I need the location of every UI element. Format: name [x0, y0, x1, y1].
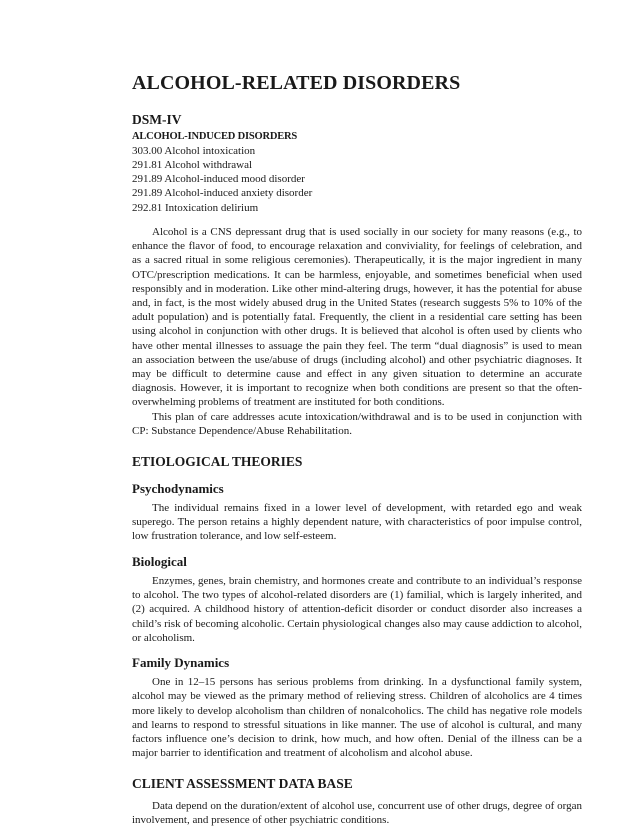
etiology-heading: ETIOLOGICAL THEORIES: [132, 453, 303, 469]
biological-paragraph: Enzymes, genes, brain chemistry, and hormones create and contribute to an individual’s response to alcohol. The two types of alcohol-related disorders are (1) familial, which is largely inherited, and (2) acquired. A childhood history of attention-deficit disorder or conduct disorder also increases a child’s risk of becoming alcoholic. Certain physiological changes also may cause addiction to alcohol, or alcoholism.: [132, 574, 582, 644]
diagnosis-code-list: [132, 144, 582, 215]
assessment-heading: CLIENT ASSESSMENT DATA BASE: [132, 776, 353, 792]
diagnosis-code-item: 291.81 Alcohol withdrawal: [132, 159, 253, 172]
dsm-section: [132, 112, 582, 215]
diagnosis-code-item: 291.89 Alcohol-induced anxiety disorder: [132, 187, 313, 200]
biological-heading: Biological: [132, 553, 187, 569]
diagnosis-code-item: 303.00 Alcohol intoxication: [132, 144, 256, 157]
dsm-subheading: ALCOHOL-INDUCED DISORDERS: [132, 130, 298, 142]
family-dynamics-paragraph: One in 12–15 persons has serious problems from drinking. In a dysfunctional family system, alcohol may be viewed as the primary method of relieving stress. Children of alcoholics are 4 times more likely to develop alcoholism than children of nonalcoholics. The child has negative role models and learns to respond to stressful situations in like manner. The use of alcohol is cultural, and many factors influence one’s decision to drink, how much, and how often. Denial of the illness can be a major barrier to identification and treatment of alcoholism and alcohol abuse.: [132, 676, 582, 760]
dsm-heading: DSM-IV: [132, 112, 182, 127]
intro-paragraph: Alcohol is a CNS depressant drug that is used socially in our society for many reasons (e.g., to enhance the flavor of food, to encourage relaxation and conviviality, for feelings of celebration, and as a sacred ritual in some religious ceremonies). Therapeutically, it is the major ingredient in many OTC/prescription medications. It can be harmless, enjoyable, and sometimes beneficial when used responsibly and in moderation. Like other mind-altering drugs, however, it has the potential for abuse and, in fact, is the most widely abused drug in the United States (research suggests 5% to 10% of the adult population) and is potentially fatal. Frequently, the client in a residential care setting has been using alcohol in conjunction with other drugs. It is believed that alcohol is often used by clients who have other mental illnesses to assuage the pain they feel. The term “dual diagnosis” is used to mean an association between the use/abuse of drugs (including alcohol) and other psychiatric diagnoses. It may be difficult to determine cause and effect in any given situation to determine an accurate diagnosis. However, it is important to recognize when both conditions are present so that the often-overwhelming problems of treatment are instituted for both conditions.: [132, 225, 582, 409]
page-title: ALCOHOL-RELATED DISORDERS: [132, 72, 461, 94]
intro-paragraph: This plan of care addresses acute intoxication/withdrawal and is to be used in conjunction with CP: Substance Dependence/Abuse Rehabilitation.: [132, 410, 582, 437]
diagnosis-code-item: 292.81 Intoxication delirium: [132, 201, 259, 214]
family-dynamics-heading: Family Dynamics: [132, 654, 230, 670]
psychodynamics-heading: Psychodynamics: [132, 480, 224, 496]
psychodynamics-paragraph: The individual remains fixed in a lower level of development, with retarded ego and weak superego. The person retains a highly dependent nature, with characteristics of poor impulse control, low frustration tolerance, and low self-esteem.: [132, 502, 582, 543]
assessment-paragraph: Data depend on the duration/extent of alcohol use, concurrent use of other drugs, degree of organ involvement, and presence of other psychiatric conditions.: [132, 800, 582, 827]
diagnosis-code-item: 291.89 Alcohol-induced mood disorder: [132, 173, 305, 186]
